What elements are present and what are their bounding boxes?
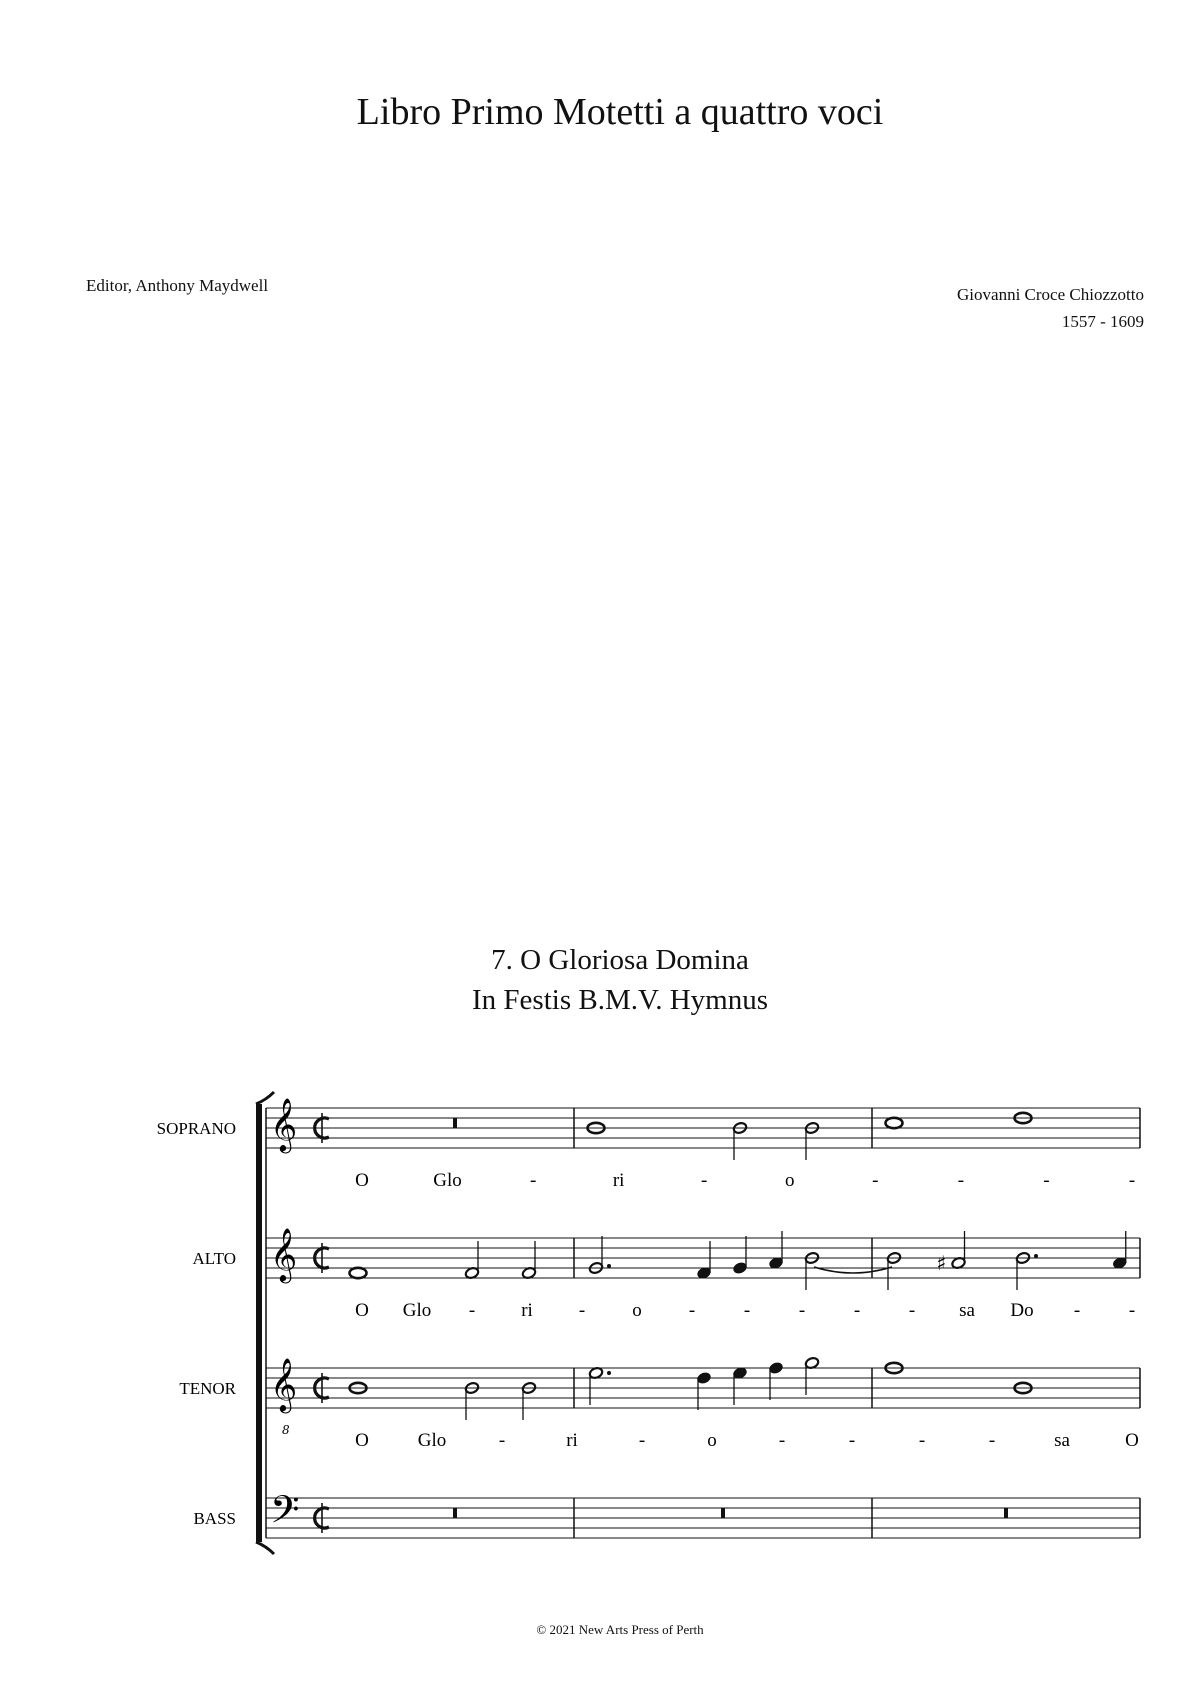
staff-soprano <box>157 1097 1140 1191</box>
staff-tenor <box>179 1356 1140 1451</box>
staff-alto <box>193 1227 1140 1321</box>
system-bracket <box>256 1104 262 1542</box>
staff-label: BASS <box>193 1509 236 1528</box>
composer-name: Giovanni Croce Chiozzotto <box>957 285 1144 304</box>
augmentation-dot <box>607 1264 611 1268</box>
lyric-syllable: Glo <box>433 1170 462 1191</box>
whole-note <box>886 1118 903 1128</box>
lyric-hyphen: - <box>1043 1170 1050 1191</box>
lyric-syllable: o <box>707 1430 717 1451</box>
lyric-syllable: O <box>355 1430 369 1451</box>
lyric-syllable: sa <box>959 1300 975 1321</box>
page-title: Libro Primo Motetti a quattro voci <box>356 91 884 133</box>
lyric-hyphen: - <box>498 1430 506 1451</box>
lyric-hyphen: - <box>908 1300 916 1321</box>
breve-rest-icon <box>453 1118 457 1128</box>
lyric-syllable: Glo <box>402 1300 432 1321</box>
lyric-hyphen: - <box>848 1430 856 1451</box>
treble-clef-icon: 𝄞 <box>270 1097 298 1151</box>
piece-title: 7. O Gloriosa Domina <box>491 944 749 976</box>
lyric-syllable: sa <box>1054 1430 1070 1451</box>
bracket-bottom-hook <box>256 1542 274 1554</box>
lyric-syllable: O <box>1125 1430 1139 1451</box>
lyric-hyphen: - <box>988 1430 996 1451</box>
lyric-hyphen: - <box>1128 1300 1136 1321</box>
staff-bass <box>193 1487 1140 1541</box>
lyric-syllable: o <box>785 1170 795 1191</box>
lyric-syllable: Do <box>1010 1300 1034 1321</box>
breve-rest-icon <box>1004 1508 1008 1518</box>
breve-rest-icon <box>453 1508 457 1518</box>
lyric-hyphen: - <box>1128 1170 1136 1191</box>
bass-clef-icon: 𝄢 <box>270 1487 300 1541</box>
lyric-hyphen: - <box>701 1170 708 1191</box>
treble-clef-icon: 𝄞 <box>270 1357 298 1411</box>
piece-subtitle: In Festis B.M.V. Hymnus <box>472 984 768 1016</box>
octave-8-marker: 8 <box>282 1423 290 1437</box>
lyric-hyphen: - <box>957 1170 965 1191</box>
lyric-hyphen: - <box>798 1300 806 1321</box>
lyric-hyphen: - <box>853 1300 861 1321</box>
lyric-syllable: ri <box>566 1430 578 1451</box>
augmentation-dot <box>1034 1254 1038 1258</box>
copyright-notice: © 2021 New Arts Press of Perth <box>536 1622 704 1637</box>
lyric-hyphen: - <box>918 1430 926 1451</box>
lyric-hyphen: - <box>778 1430 786 1451</box>
sharp-accidental-icon: ♯ <box>936 1251 947 1275</box>
editor-credit: Editor, Anthony Maydwell <box>86 276 269 295</box>
staff-label: ALTO <box>192 1249 236 1268</box>
treble-clef-icon: 𝄞 <box>270 1227 298 1281</box>
lyric-syllable: O <box>355 1300 369 1321</box>
lyric-syllable: ri <box>521 1300 533 1321</box>
lyric-hyphen: - <box>529 1170 537 1191</box>
lyric-hyphen: - <box>688 1300 696 1321</box>
staff-label: SOPRANO <box>156 1119 236 1138</box>
lyric-syllable: o <box>632 1300 642 1321</box>
lyric-hyphen: - <box>872 1170 879 1191</box>
lyric-hyphen: - <box>468 1300 476 1321</box>
lyric-hyphen: - <box>578 1300 586 1321</box>
composer-dates: 1557 - 1609 <box>1061 312 1144 331</box>
staff-label: TENOR <box>179 1379 236 1398</box>
lyric-hyphen: - <box>1073 1300 1081 1321</box>
lyric-hyphen: - <box>743 1300 751 1321</box>
lyric-syllable: ri <box>612 1170 625 1191</box>
whole-note <box>350 1268 367 1278</box>
lyric-hyphen: - <box>638 1430 646 1451</box>
breve-rest-icon <box>721 1508 725 1518</box>
lyric-syllable: O <box>355 1170 369 1191</box>
lyric-syllable: Glo <box>417 1430 447 1451</box>
augmentation-dot <box>607 1371 611 1375</box>
